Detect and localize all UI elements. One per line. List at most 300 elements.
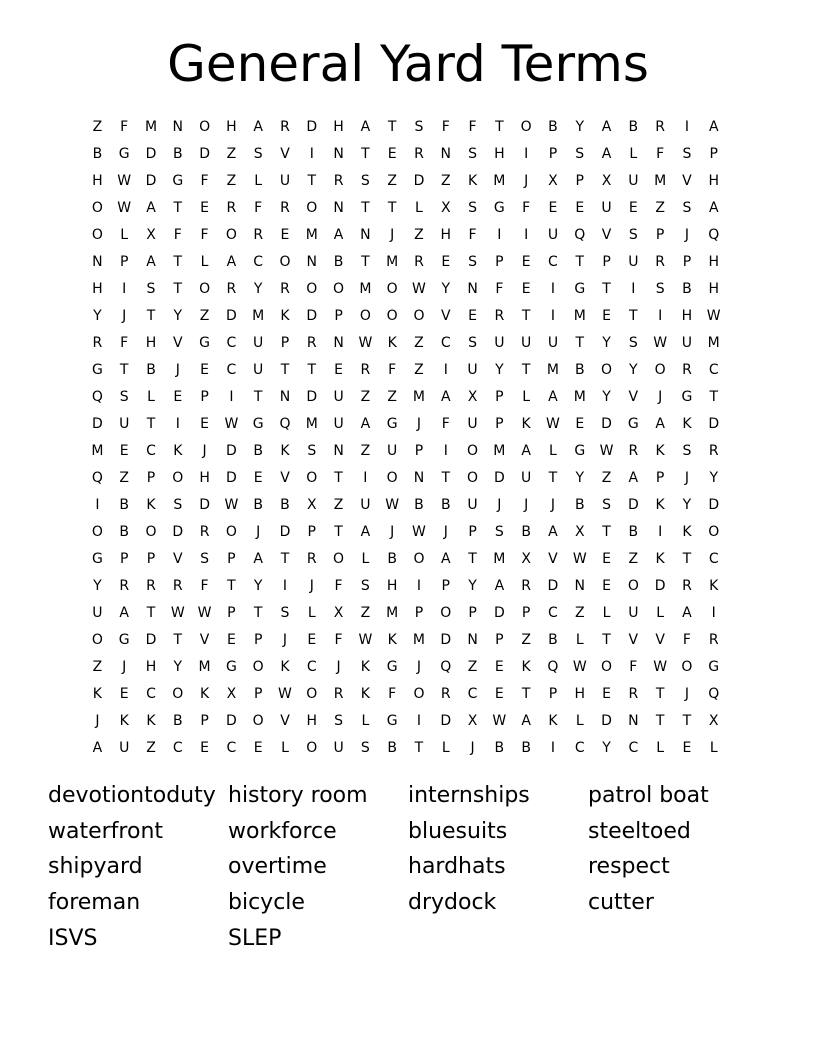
grid-letter: T: [602, 280, 611, 297]
grid-letter: S: [360, 172, 370, 189]
grid-letter: C: [306, 658, 317, 675]
word-list-item: ISVS: [48, 925, 98, 951]
grid-letter: B: [414, 496, 424, 513]
grid-letter: C: [467, 685, 478, 702]
grid-letter: X: [601, 172, 612, 189]
grid-letter: P: [200, 712, 209, 729]
grid-letter: Q: [440, 658, 452, 675]
grid-letter: E: [468, 307, 477, 324]
grid-letter: E: [602, 577, 611, 594]
grid-letter: H: [494, 145, 505, 162]
grid-letter: R: [253, 226, 264, 243]
grid-letter: N: [172, 118, 184, 135]
grid-row: [84, 194, 727, 221]
grid-letter: N: [413, 469, 425, 486]
grid-letter: I: [95, 496, 100, 513]
grid-letter: L: [307, 604, 316, 621]
grid-letter: D: [279, 523, 291, 540]
grid-letter: V: [173, 550, 183, 567]
grid-letter: C: [548, 253, 558, 270]
grid-letter: P: [575, 172, 584, 189]
grid-letter: R: [494, 307, 505, 324]
grid-letter: Q: [279, 415, 291, 432]
grid-letter: F: [120, 334, 129, 351]
grid-letter: M: [144, 118, 158, 135]
grid-letter: S: [575, 145, 585, 162]
grid-letter: A: [360, 415, 371, 432]
grid-letter: B: [387, 739, 397, 756]
grid-letter: R: [333, 685, 344, 702]
grid-letter: K: [173, 442, 183, 459]
grid-letter: B: [172, 145, 183, 162]
grid-letter: H: [92, 172, 103, 189]
grid-letter: D: [493, 604, 505, 621]
grid-letter: I: [363, 469, 368, 486]
grid-letter: T: [548, 469, 558, 486]
grid-letter: A: [548, 388, 558, 405]
grid-letter: M: [359, 280, 372, 297]
grid-letter: J: [309, 577, 314, 594]
grid-letter: D: [493, 469, 505, 486]
grid-letter: A: [360, 118, 371, 135]
grid-letter: K: [655, 550, 665, 567]
grid-letter: S: [360, 577, 370, 594]
grid-letter: S: [468, 334, 477, 351]
grid-letter: A: [548, 523, 558, 540]
grid-letter: S: [468, 199, 477, 216]
grid-letter: Y: [602, 739, 611, 756]
grid-row: [84, 383, 727, 410]
grid-letter: U: [387, 442, 398, 459]
grid-letter: S: [682, 145, 692, 162]
grid-letter: M: [305, 415, 318, 432]
grid-letter: Q: [574, 226, 586, 243]
grid-letter: T: [387, 199, 397, 216]
grid-letter: E: [494, 685, 504, 702]
grid-letter: D: [145, 145, 157, 162]
grid-letter: O: [627, 577, 639, 594]
grid-letter: C: [574, 739, 585, 756]
grid-letter: P: [119, 550, 129, 567]
grid-letter: Q: [91, 388, 103, 405]
grid-letter: D: [654, 577, 666, 594]
grid-letter: R: [628, 685, 639, 702]
grid-letter: E: [226, 631, 236, 648]
grid-letter: R: [521, 577, 532, 594]
grid-letter: B: [521, 523, 531, 540]
grid-letter: O: [252, 658, 264, 675]
grid-letter: U: [279, 172, 291, 189]
grid-letter: U: [601, 199, 612, 216]
grid-letter: M: [386, 253, 399, 270]
grid-row: [84, 464, 727, 491]
grid-letter: W: [653, 334, 668, 351]
grid-row: [84, 680, 727, 707]
grid-letter: X: [548, 172, 558, 189]
grid-letter: J: [416, 415, 422, 432]
grid-letter: P: [414, 442, 424, 459]
grid-letter: G: [574, 442, 586, 459]
grid-letter: T: [173, 253, 183, 270]
grid-letter: Z: [414, 226, 424, 243]
word-list-item: drydock: [408, 890, 497, 916]
grid-letter: O: [413, 307, 425, 324]
grid-letter: T: [414, 739, 424, 756]
grid-letter: F: [334, 631, 343, 648]
word-list-item: bluesuits: [408, 818, 508, 844]
grid-letter: X: [467, 388, 478, 405]
grid-letter: Z: [574, 604, 585, 621]
grid-letter: F: [522, 199, 531, 216]
grid-letter: A: [146, 253, 156, 270]
grid-letter: K: [199, 685, 210, 702]
grid-letter: T: [655, 685, 665, 702]
grid-letter: Y: [468, 577, 477, 594]
grid-letter: R: [333, 172, 344, 189]
grid-letter: P: [414, 604, 424, 621]
grid-letter: M: [386, 604, 399, 621]
grid-letter: C: [226, 739, 237, 756]
word-list-item: steeltoed: [588, 818, 691, 844]
grid-letter: H: [333, 118, 344, 135]
grid-letter: S: [468, 253, 477, 270]
grid-letter: E: [119, 442, 129, 459]
grid-letter: M: [198, 658, 211, 675]
grid-letter: F: [334, 577, 343, 594]
grid-letter: T: [441, 469, 451, 486]
grid-letter: O: [225, 523, 237, 540]
grid-letter: F: [173, 226, 182, 243]
grid-letter: P: [548, 685, 558, 702]
grid-letter: C: [226, 334, 237, 351]
grid-letter: L: [656, 604, 665, 621]
grid-letter: Z: [119, 469, 129, 486]
grid-letter: L: [147, 388, 155, 405]
grid-letter: J: [443, 523, 448, 540]
grid-letter: T: [682, 550, 692, 567]
grid-letter: P: [602, 253, 611, 270]
grid-letter: A: [682, 604, 692, 621]
grid-letter: R: [414, 253, 424, 270]
grid-letter: S: [307, 442, 317, 459]
grid-letter: K: [521, 658, 531, 675]
grid-letter: K: [280, 442, 290, 459]
grid-letter: F: [388, 685, 397, 702]
grid-letter: V: [280, 712, 290, 729]
grid-letter: D: [627, 496, 639, 513]
grid-letter: K: [655, 496, 665, 513]
grid-row: [84, 518, 727, 545]
grid-letter: J: [470, 739, 475, 756]
grid-letter: C: [172, 739, 183, 756]
grid-letter: F: [200, 577, 209, 594]
grid-letter: A: [360, 523, 371, 540]
grid-letter: L: [361, 550, 370, 567]
grid-letter: A: [601, 118, 612, 135]
grid-letter: E: [575, 415, 585, 432]
grid-letter: Z: [628, 550, 639, 567]
grid-letter: V: [173, 334, 183, 351]
grid-letter: D: [306, 388, 318, 405]
grid-letter: D: [225, 442, 237, 459]
grid-letter: M: [654, 172, 667, 189]
grid-letter: B: [494, 739, 505, 756]
grid-letter: Z: [521, 631, 531, 648]
grid-letter: I: [282, 577, 288, 594]
grid-letter: T: [173, 631, 183, 648]
grid-letter: Z: [92, 658, 103, 675]
grid-letter: O: [199, 280, 211, 297]
grid-letter: A: [521, 442, 531, 459]
grid-letter: R: [226, 199, 237, 216]
grid-letter: F: [254, 199, 263, 216]
grid-letter: G: [91, 550, 103, 567]
grid-letter: N: [92, 253, 103, 270]
grid-letter: J: [202, 442, 207, 459]
grid-letter: I: [550, 307, 556, 324]
grid-letter: C: [146, 685, 156, 702]
grid-letter: B: [521, 739, 531, 756]
grid-letter: W: [653, 658, 668, 675]
grid-letter: W: [224, 496, 239, 513]
grid-letter: U: [253, 334, 264, 351]
grid-letter: Y: [495, 361, 504, 378]
grid-letter: P: [468, 523, 477, 540]
grid-letter: U: [547, 226, 559, 243]
grid-letter: Z: [226, 172, 237, 189]
grid-letter: B: [146, 361, 156, 378]
grid-letter: V: [601, 226, 612, 243]
grid-letter: R: [280, 199, 290, 216]
grid-letter: S: [494, 523, 504, 540]
grid-letter: X: [333, 604, 344, 621]
grid-letter: T: [146, 415, 156, 432]
grid-letter: T: [334, 523, 343, 540]
grid-letter: S: [280, 604, 290, 621]
grid-letter: J: [390, 523, 395, 540]
grid-letter: J: [122, 658, 127, 675]
grid-letter: Y: [173, 307, 183, 324]
grid-letter: P: [495, 631, 504, 648]
grid-letter: N: [574, 577, 585, 594]
grid-letter: S: [173, 496, 183, 513]
grid-letter: R: [440, 685, 451, 702]
grid-letter: H: [226, 118, 237, 135]
grid-letter: S: [682, 199, 692, 216]
grid-row: [84, 572, 727, 599]
grid-letter: H: [681, 307, 693, 324]
grid-letter: T: [602, 523, 611, 540]
grid-letter: P: [280, 334, 290, 351]
grid-letter: X: [440, 199, 451, 216]
grid-letter: J: [336, 658, 341, 675]
grid-letter: K: [360, 658, 370, 675]
grid-letter: E: [548, 199, 558, 216]
grid-letter: U: [119, 739, 130, 756]
grid-letter: O: [91, 199, 103, 216]
grid-letter: V: [682, 172, 692, 189]
grid-letter: M: [573, 388, 586, 405]
grid-letter: S: [628, 226, 638, 243]
grid-letter: U: [547, 334, 559, 351]
grid-row: [84, 491, 727, 518]
grid-letter: L: [709, 739, 718, 756]
grid-row: [84, 437, 727, 464]
grid-letter: Q: [547, 658, 559, 675]
grid-letter: N: [333, 442, 344, 459]
grid-letter: A: [708, 199, 719, 216]
page-title: General Yard Terms: [167, 35, 649, 93]
grid-letter: C: [708, 550, 719, 567]
grid-letter: O: [172, 685, 184, 702]
grid-letter: I: [658, 523, 663, 540]
grid-letter: R: [226, 280, 237, 297]
grid-letter: Y: [575, 469, 585, 486]
grid-letter: D: [92, 415, 103, 432]
grid-letter: I: [550, 280, 556, 297]
grid-letter: E: [602, 685, 611, 702]
grid-letter: Y: [602, 388, 611, 405]
grid-letter: D: [199, 496, 210, 513]
grid-letter: D: [440, 631, 452, 648]
grid-letter: Z: [360, 388, 371, 405]
grid-letter: G: [493, 199, 505, 216]
grid-letter: T: [361, 253, 370, 270]
grid-letter: I: [711, 604, 716, 621]
grid-letter: L: [254, 172, 263, 189]
grid-letter: F: [200, 172, 209, 189]
grid-letter: O: [413, 550, 425, 567]
grid-letter: J: [684, 226, 689, 243]
grid-letter: U: [628, 253, 639, 270]
grid-letter: Q: [91, 469, 103, 486]
grid-letter: T: [387, 118, 397, 135]
grid-letter: E: [521, 253, 531, 270]
grid-letter: R: [655, 118, 665, 135]
grid-letter: J: [95, 712, 100, 729]
grid-letter: G: [386, 712, 398, 729]
grid-letter: Z: [226, 145, 237, 162]
grid-letter: H: [92, 280, 103, 297]
grid-letter: R: [280, 118, 290, 135]
grid-letter: T: [253, 604, 263, 621]
grid-letter: U: [333, 415, 344, 432]
grid-letter: S: [655, 280, 665, 297]
grid-letter: N: [360, 226, 371, 243]
grid-row: [84, 221, 727, 248]
grid-letter: J: [684, 469, 689, 486]
grid-letter: Y: [93, 577, 102, 594]
grid-letter: O: [252, 712, 264, 729]
grid-letter: D: [199, 145, 210, 162]
grid-letter: M: [412, 631, 425, 648]
grid-letter: K: [682, 415, 692, 432]
grid-letter: E: [387, 145, 397, 162]
grid-letter: G: [199, 334, 211, 351]
grid-letter: M: [546, 361, 559, 378]
grid-letter: T: [146, 604, 156, 621]
grid-letter: B: [682, 280, 692, 297]
grid-letter: W: [224, 415, 239, 432]
grid-letter: D: [413, 172, 425, 189]
grid-letter: B: [119, 496, 129, 513]
grid-letter: O: [91, 631, 103, 648]
grid-letter: U: [521, 469, 532, 486]
grid-letter: W: [572, 658, 587, 675]
grid-letter: I: [658, 307, 663, 324]
grid-letter: P: [253, 631, 263, 648]
grid-letter: Z: [92, 118, 103, 135]
grid-letter: T: [468, 550, 477, 567]
grid-letter: T: [655, 712, 665, 729]
grid-letter: T: [361, 199, 370, 216]
grid-letter: H: [708, 280, 719, 297]
grid-letter: H: [145, 658, 157, 675]
grid-letter: B: [253, 442, 263, 459]
word-search-grid: [84, 113, 727, 761]
grid-letter: O: [145, 523, 157, 540]
grid-letter: I: [524, 145, 529, 162]
grid-letter: Q: [708, 685, 720, 702]
grid-letter: S: [200, 550, 210, 567]
grid-row: [84, 545, 727, 572]
grid-letter: Z: [601, 469, 612, 486]
grid-letter: R: [280, 280, 290, 297]
grid-letter: S: [628, 334, 638, 351]
grid-letter: Z: [333, 496, 344, 513]
grid-letter: H: [306, 712, 318, 729]
grid-letter: E: [253, 739, 263, 756]
grid-letter: K: [119, 712, 129, 729]
grid-letter: T: [173, 280, 183, 297]
grid-letter: T: [521, 307, 531, 324]
grid-letter: U: [92, 604, 103, 621]
grid-letter: L: [629, 145, 638, 162]
grid-letter: A: [226, 253, 237, 270]
grid-letter: U: [333, 739, 344, 756]
grid-row: [84, 653, 727, 680]
grid-letter: F: [682, 631, 691, 648]
grid-letter: O: [91, 226, 103, 243]
grid-letter: C: [628, 739, 639, 756]
word-list-item: workforce: [228, 818, 337, 844]
grid-letter: O: [333, 280, 345, 297]
grid-letter: L: [361, 712, 370, 729]
grid-letter: P: [495, 253, 504, 270]
grid-letter: Y: [173, 658, 183, 675]
grid-letter: P: [334, 307, 343, 324]
grid-letter: R: [628, 442, 639, 459]
grid-letter: O: [306, 739, 318, 756]
grid-letter: T: [334, 469, 343, 486]
grid-letter: I: [684, 118, 689, 135]
grid-letter: G: [386, 415, 398, 432]
grid-letter: Y: [253, 280, 263, 297]
grid-letter: E: [575, 199, 585, 216]
grid-letter: K: [146, 712, 156, 729]
grid-letter: I: [175, 415, 180, 432]
grid-letter: M: [91, 442, 104, 459]
grid-letter: L: [441, 739, 450, 756]
grid-letter: P: [307, 523, 316, 540]
grid-letter: T: [521, 685, 531, 702]
grid-letter: A: [333, 226, 344, 243]
grid-letter: P: [200, 388, 209, 405]
grid-letter: V: [280, 469, 290, 486]
grid-letter: D: [145, 172, 157, 189]
grid-letter: T: [495, 118, 504, 135]
grid-letter: K: [280, 307, 290, 324]
